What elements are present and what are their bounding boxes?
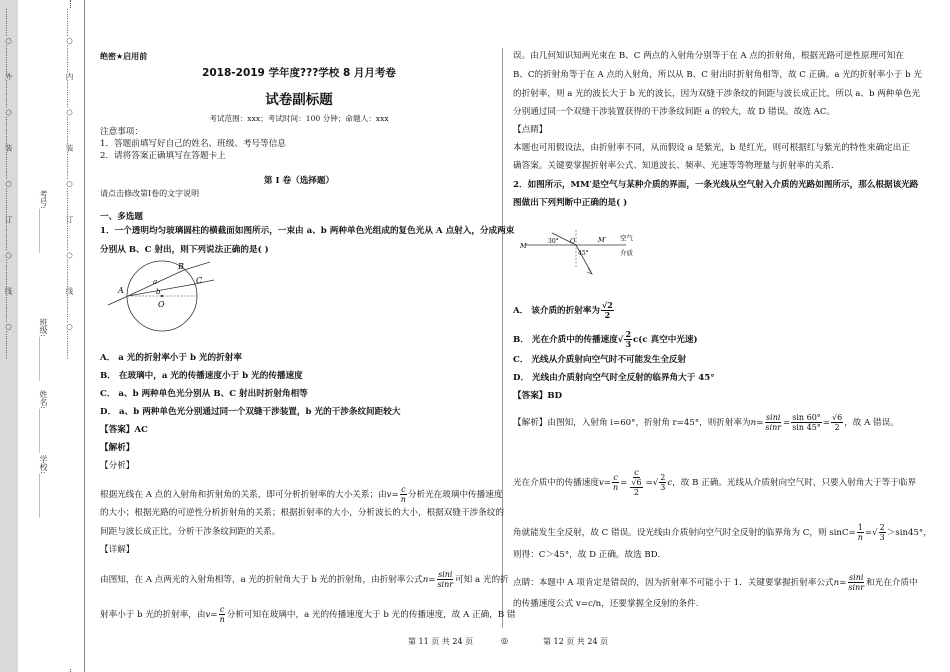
label-30deg: 30° <box>548 238 559 245</box>
column-divider <box>502 48 503 628</box>
outer-binding-label: …………○…………外…………○…………装…………○…………订…………○…………线…………○………… <box>4 8 13 359</box>
question-stem: 分别从 B、C 射出，则下列说法正确的是( ) <box>100 245 269 255</box>
detail-text: 分别通过同一个双缝干涉装置获得的干涉条纹间距 a 的较大，故 D 错误。故选 AC。 <box>513 107 836 117</box>
comment-text: 确答案。关键要掌握折射率公式、知道波长、频率、光速等等物理量与折射率的关系. <box>513 161 834 171</box>
label-O: O <box>158 300 165 309</box>
analysis-text: 角就能发生全反射，故 C 错误。设光线由介质射向空气时全反射的临界角为 C，则 sinC= $\frac{1}{n}$ =√ $\frac{2}{3}$ ＞sin45°， <box>513 523 932 542</box>
option-b: B． 在玻璃中，a 光的传播速度小于 b 光的传播速度 <box>100 371 303 381</box>
label-O: O <box>570 237 576 245</box>
option-d: D． 光线由介质射向空气时全反射的临界角大于 45° <box>513 373 715 383</box>
page-number-right: 第 12 页 共 24 页 <box>543 637 609 646</box>
question-stem: 1．一个透明均匀玻璃圆柱的横截面如图所示，一束由 a、b 两种单色光组成的复色光从 A 点射入，分成两束 <box>100 226 515 236</box>
analysis-text: 光在介质中的传播速度v= $\frac{c}{n}$ = $\frac{c}{\frac{√6}{2}}$ =√ $\frac{2}{3}$ c，故 B 正确。光线从介质射向空气时，只要入射角大于等于临界 <box>513 468 916 497</box>
analysis-text: 则得：C＞45°，故 D 正确。故选 BD. <box>513 550 661 560</box>
analysis-text: 根据光线在 A 点的入射角和折射角的关系，即可分析折射率的大小关系；由v= $\frac{c}{n}$ 分析光在玻璃中传播速度 <box>100 485 503 504</box>
comment-text: 本题也可用假设法，由折射率不同，从而假设 a 是紫光，b 是红光，则可根据红与紫光的特性来确定出正 <box>513 143 910 153</box>
label-a: a <box>153 278 158 286</box>
label-M: M <box>520 242 527 250</box>
class-field: 班级:___________ <box>39 318 48 381</box>
exam-info: 考试范围：xxx；考试时间：100 分钟；命题人：xxx <box>209 114 389 123</box>
interface-refraction-figure <box>516 228 666 288</box>
answer-label: 【答案】BD <box>513 391 563 401</box>
notice-item: 1．答题前填写好自己的姓名、班级、考号等信息 <box>100 139 286 149</box>
answer-label: 【答案】AC <box>100 425 148 435</box>
option-b: B． 光在介质中的传播速度√ $\frac{2}{3}$ c(c 真空中光速) <box>513 329 698 349</box>
option-a: A． a 光的折射率小于 b 光的折射率 <box>100 353 242 363</box>
detail-label: 【详解】 <box>100 545 135 555</box>
detail-text: 由图知，在 A 点两光的入射角相等，a 光的折射角大于 b 光的折射角，由折射率公式n= $\frac{\sin i}{\sin r}$ 可知 a 光的折 <box>100 570 509 589</box>
analysis-text: 【解析】由图知，入射角 i=60°，折射角 r=45°，则折射率为n= $\frac{\sin i}{\sin r}$ = $\frac{\sin 60^\circ}{\sin 45^\circ}$ = $\frac{√6}{2}$ ，故 A 错误。 <box>513 413 899 432</box>
section-hint: 请点击修改第I卷的文字说明 <box>100 189 200 198</box>
center-point <box>161 295 163 297</box>
label-B: B <box>178 262 184 271</box>
analysis-label: 【解析】 <box>100 443 135 453</box>
margin-rule <box>84 0 85 672</box>
analysis-text: 间距与波长成正比，分析干涉条纹间距的关系。 <box>100 527 281 537</box>
label-air: 空气 <box>620 234 633 242</box>
notice-item: 2．请将答案正确填写在答题卡上 <box>100 151 226 161</box>
detail-text: B、C的折射角等于在 A 点的入射角，所以从 B、C 射出时折射角相等，故 C 正确。a 光的折射率小于 b 光 <box>513 70 922 80</box>
comment-text: 的传播速度公式 v=c/n，还要掌握全反射的条件. <box>513 599 699 609</box>
option-c: C． 光线从介质射向空气时不可能发生全反射 <box>513 355 687 365</box>
question-stem: 图做出下列判断中正确的是( ) <box>513 198 628 208</box>
page-number-left: 第 11 页 共 24 页 <box>408 637 474 646</box>
detail-text: 误。由几何知识知两光束在 B、C 两点的入射角分别等于在 A 点的折射角，根据光路可逆性原理可知在 <box>513 51 904 61</box>
section-title: 第 I 卷（选择题） <box>263 176 335 186</box>
name-field: 姓名:___________ <box>39 390 48 453</box>
label-C: C <box>196 276 203 285</box>
option-a: A． 该介质的折射率为 $\frac{√2}{2}$ <box>513 300 613 320</box>
exam-subtitle: 试卷副标题 <box>265 92 333 108</box>
notice-title: 注意事项： <box>100 127 143 137</box>
incident-ray <box>108 296 128 305</box>
label-45deg: 45° <box>578 250 589 257</box>
comment-text: 点睛：本题中 A 项肯定是错误的，因为折射率不可能小于 1．关键要掌握折射率公式n= $\frac{\sin i}{\sin r}$ 和光在介质中 <box>513 573 918 592</box>
inner-binding-label: …………○…………内…………○…………装…………○…………订…………○…………线…………○………… <box>64 8 75 668</box>
exam-title: 2018-2019 学年度???学校 8 月月考卷 <box>202 67 396 79</box>
secret-mark: 绝密★启用前 <box>100 52 148 61</box>
label-A: A <box>118 286 124 295</box>
analysis-sub-label: 【分析】 <box>100 461 135 471</box>
option-d: D． a、b 两种单色光分别通过同一个双缝干涉装置，b 光的干涉条纹间距较大 <box>100 407 401 417</box>
cylinder-refraction-figure <box>106 260 216 340</box>
detail-text: 的折射率，则 a 光的波长大于 b 光的波长，因为双缝干涉条纹的间距与波长成正比，所以 a、b 两种单色光 <box>513 89 921 99</box>
question-stem: 2．如图所示，MM′是空气与某种介质的界面，一条光线从空气射入介质的光路如图所示，那么根据该光路 <box>513 180 919 190</box>
comment-label: 【点睛】 <box>513 125 548 135</box>
ray-b <box>128 284 195 296</box>
label-b: b <box>156 288 161 296</box>
student-number-field: 考号:___________ <box>39 190 48 253</box>
label-medium: 介质 <box>620 249 633 257</box>
option-c: C． a、b 两种单色光分别从 B、C 射出时折射角相等 <box>100 389 308 399</box>
school-field: 学校:___________ <box>39 455 48 518</box>
label-M-prime: M′ <box>598 236 607 244</box>
page-separator-icon: ◎ <box>501 636 508 645</box>
detail-text: 射率小于 b 光的折射率，由v= $\frac{c}{n}$ 分析可知在玻璃中，a 光的传播速度大于 b 光的传播速度，故 A 正确，B 错 <box>100 605 516 624</box>
analysis-text: 的大小；根据光路的可逆性分析折射角的关系；根据折射率的大小，分析波长的大小，根据双缝干涉条纹的 <box>100 508 504 518</box>
part-title: 一、多选题 <box>100 212 143 222</box>
exit-ray-b <box>184 262 210 270</box>
